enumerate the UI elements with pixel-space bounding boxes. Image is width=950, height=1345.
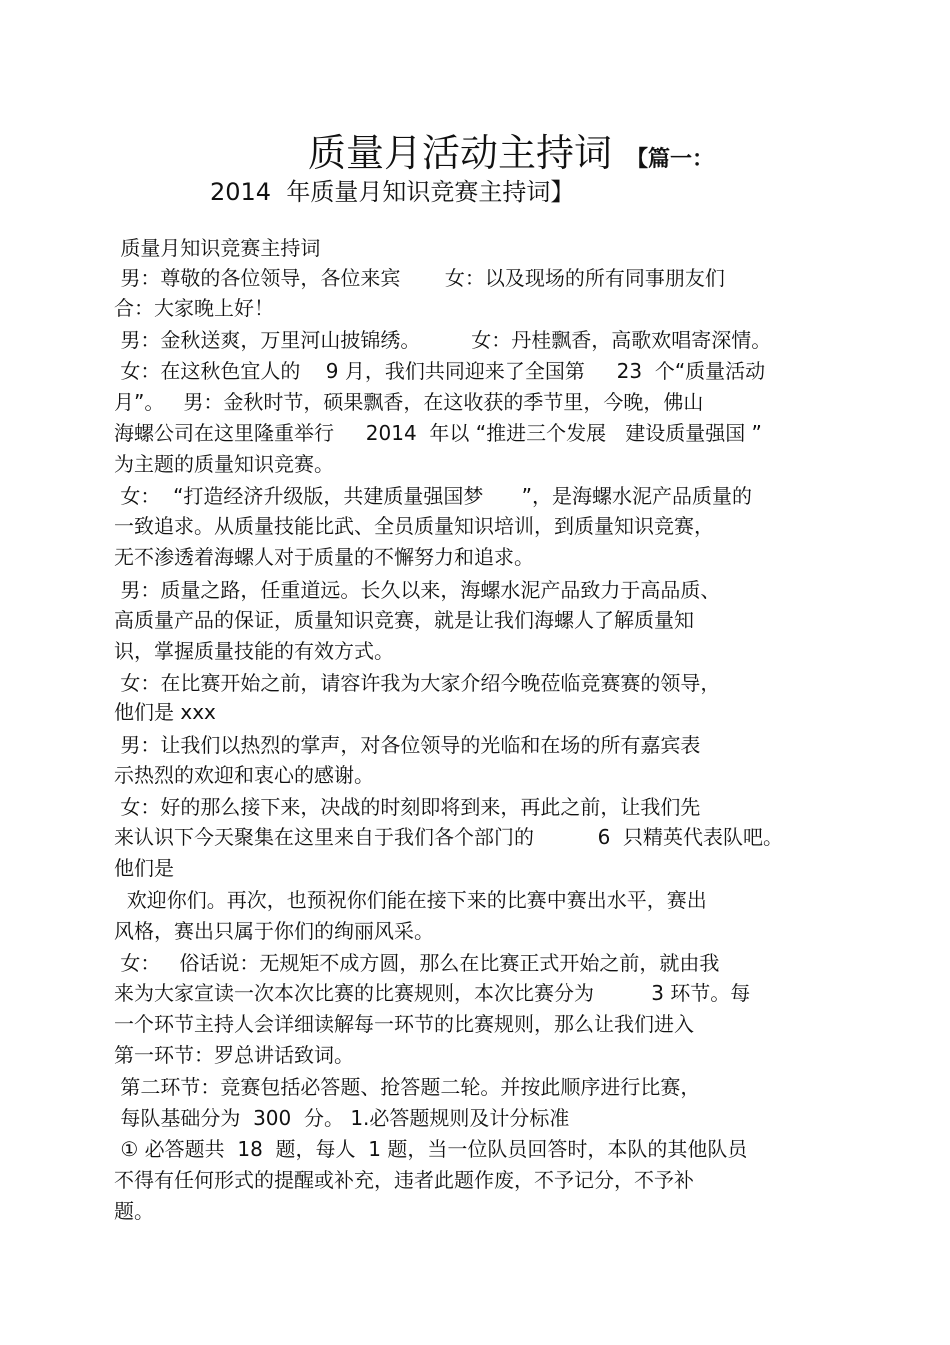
text-line: 为主题的质量知识竞赛。 [114, 452, 334, 476]
text-line: 女：好的那么接下来，决战的时刻即将到来，再此之前，让我们先 [114, 795, 701, 819]
text-line: 第二环节：竞赛包括必答题、抢答题二轮。并按此顺序进行比赛， [114, 1075, 701, 1099]
text-line: 海螺公司在这里隆重举行 2014 年以 “推进三个发展 建设质量强国 ” [114, 421, 762, 445]
text-line: 来认识下今天聚集在这里来自于我们各个部门的 6 只精英代表队吧。 [114, 825, 784, 849]
text-line: 男：质量之路，任重道远。长久以来，海螺水泥产品致力于高品质、 [114, 578, 721, 602]
text-line: 示热烈的欢迎和衷心的感谢。 [114, 763, 374, 787]
text-line: 他们是 xxx [114, 700, 216, 724]
text-line: 女：在比赛开始之前，请容许我为大家介绍今晚莅临竞赛赛的领导， [114, 671, 721, 695]
text-line: 无不渗透着海螺人对于质量的不懈努力和追求。 [114, 545, 534, 569]
text-line: 风格，赛出只属于你们的绚丽风采。 [114, 919, 434, 943]
text-line: 识，掌握质量技能的有效方式。 [114, 639, 394, 663]
text-line: 女：在这秋色宜人的 9 月，我们共同迎来了全国第 23 个“质量活动 [114, 359, 766, 383]
text-line: 题。 [114, 1199, 154, 1223]
title-sub-bracket: 【篇一： [626, 147, 715, 172]
text-line: 女： 俗话说：无规矩不成方圆，那么在比赛正式开始之前，就由我 [114, 951, 720, 975]
text-line: 一致追求。从质量技能比武、全员质量知识培训，到质量知识竞赛， [114, 514, 714, 538]
text-line: 质量月知识竞赛主持词 [114, 236, 321, 260]
title-subtitle: 2014 年质量月知识竞赛主持词】 [210, 178, 575, 206]
text-line: 合：大家晚上好！ [114, 296, 274, 320]
text-line: 一个环节主持人会详细读解每一环节的比赛规则，那么让我们进入 [114, 1012, 694, 1036]
text-line: 欢迎你们。再次，也预祝你们能在接下来的比赛中赛出水平，赛出 [114, 888, 707, 912]
document-title [308, 122, 714, 177]
text-line: ① 必答题共 18 题，每人 1 题，当一位队员回答时，本队的其他队员 [114, 1137, 748, 1161]
text-line: 来为大家宣读一次本次比赛的比赛规则，本次比赛分为 3 环节。每 [114, 981, 751, 1005]
text-line: 男：让我们以热烈的掌声，对各位领导的光临和在场的所有嘉宾表 [114, 733, 701, 757]
text-line: 女： “打造经济升级版，共建质量强国梦 ”，是海螺水泥产品质量的 [114, 484, 752, 508]
text-line: 月”。 男：金秋时节，硕果飘香，在这收获的季节里，今晚，佛山 [114, 390, 704, 414]
title-main: 质量月活动主持词 [308, 131, 613, 175]
text-line: 不得有任何形式的提醒或补充，违者此题作废，不予记分，不予补 [114, 1168, 694, 1192]
text-line: 每队基础分为 300 分。 1.必答题规则及计分标准 [114, 1106, 570, 1130]
text-line: 男：尊敬的各位领导，各位来宾 女：以及现场的所有同事朋友们 [114, 266, 725, 290]
text-line: 男：金秋送爽，万里河山披锦绣。 女：丹桂飘香，高歌欢唱寄深情。 [114, 328, 772, 352]
text-line: 第一环节：罗总讲话致词。 [114, 1043, 354, 1067]
text-line: 他们是 [114, 856, 174, 880]
text-line: 高质量产品的保证，质量知识竞赛，就是让我们海螺人了解质量知 [114, 608, 694, 632]
